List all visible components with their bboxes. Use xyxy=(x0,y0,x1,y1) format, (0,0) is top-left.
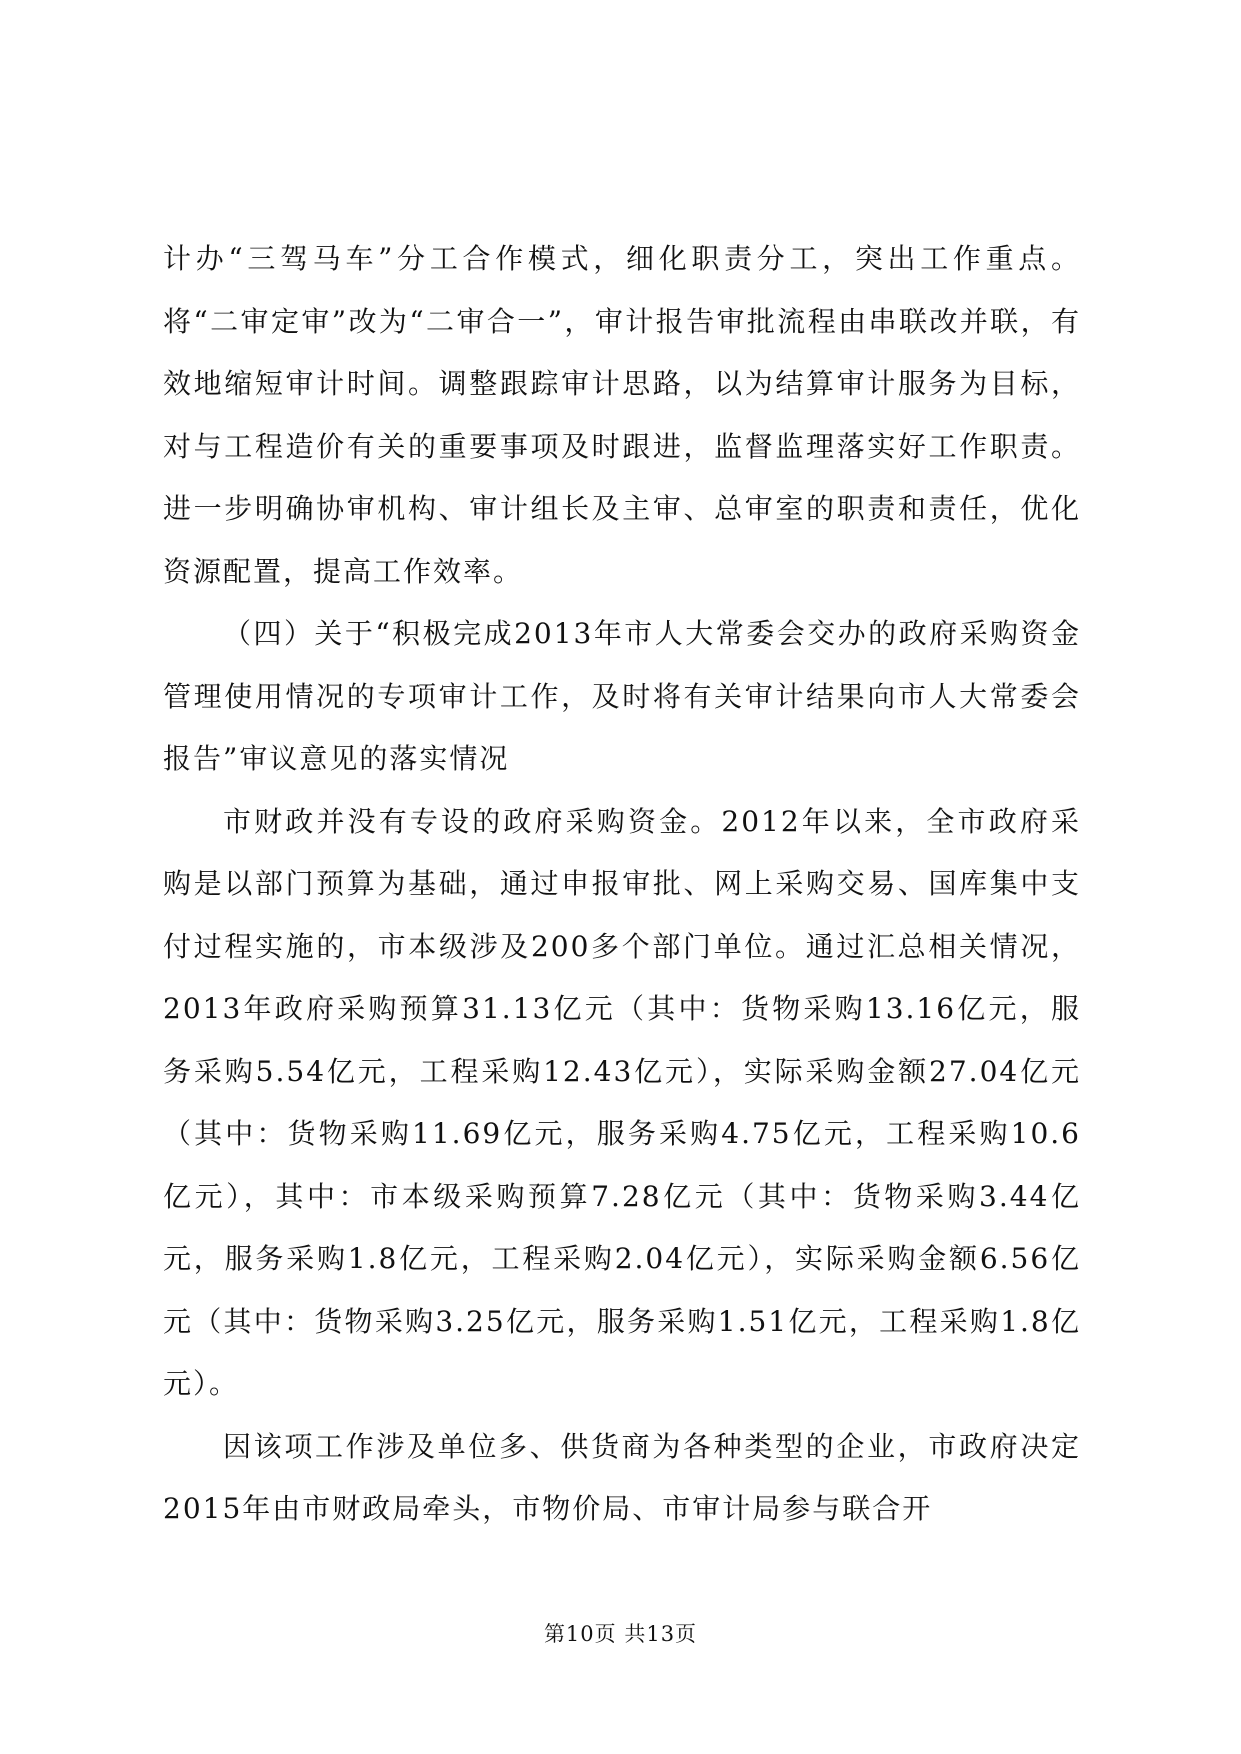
paragraph-procurement-funds: 市财政并没有专设的政府采购资金。2012年以来，全市政府采购是以部门预算为基础，通过申报审批、网上采购交易、国库集中支付过程实施的，市本级涉及200多个部门单位。通过汇总相关情况，2013年政府采购预算31.13亿元（其中：货物采购13.16亿元，服务采购5.54亿元，工程采购12.43亿元），实际采购金额27.04亿元（其中：货物采购11.69亿元，服务采购4.75亿元，工程采购10.6亿元），其中：市本级采购预算7.28亿元（其中：货物采购3.44亿元，服务采购1.8亿元，工程采购2.04亿元），实际采购金额6.56亿元（其中：货物采购3.25亿元，服务采购1.51亿元，工程采购1.8亿元）。 xyxy=(163,804,1081,1400)
paragraph-joint-review: 因该项工作涉及单位多、供货商为各种类型的企业，市政府决定2015年由市财政局牵头，市物价局、市审计局参与联合开 xyxy=(163,1429,1081,1525)
paragraph-continued: 计办“三驾马车”分工合作模式，细化职责分工，突出工作重点。将“二审定审”改为“二审合一”，审计报告审批流程由串联改并联，有效地缩短审计时间。调整跟踪审计思路，以为结算审计服务为目标，对与工程造价有关的重要事项及时跟进，监督监理落实好工作职责。进一步明确协审机构、审计组长及主审、总审室的职责和责任，优化资源配置，提高工作效率。 xyxy=(163,242,1081,588)
document-body xyxy=(163,228,1081,1541)
page-number-footer: 第10页 共13页 xyxy=(543,1622,698,1646)
section-heading-four: （四）关于“积极完成2013年市人大常委会交办的政府采购资金管理使用情况的专项审计工作，及时将有关审计结果向市人大常委会报告”审议意见的落实情况 xyxy=(163,617,1081,775)
